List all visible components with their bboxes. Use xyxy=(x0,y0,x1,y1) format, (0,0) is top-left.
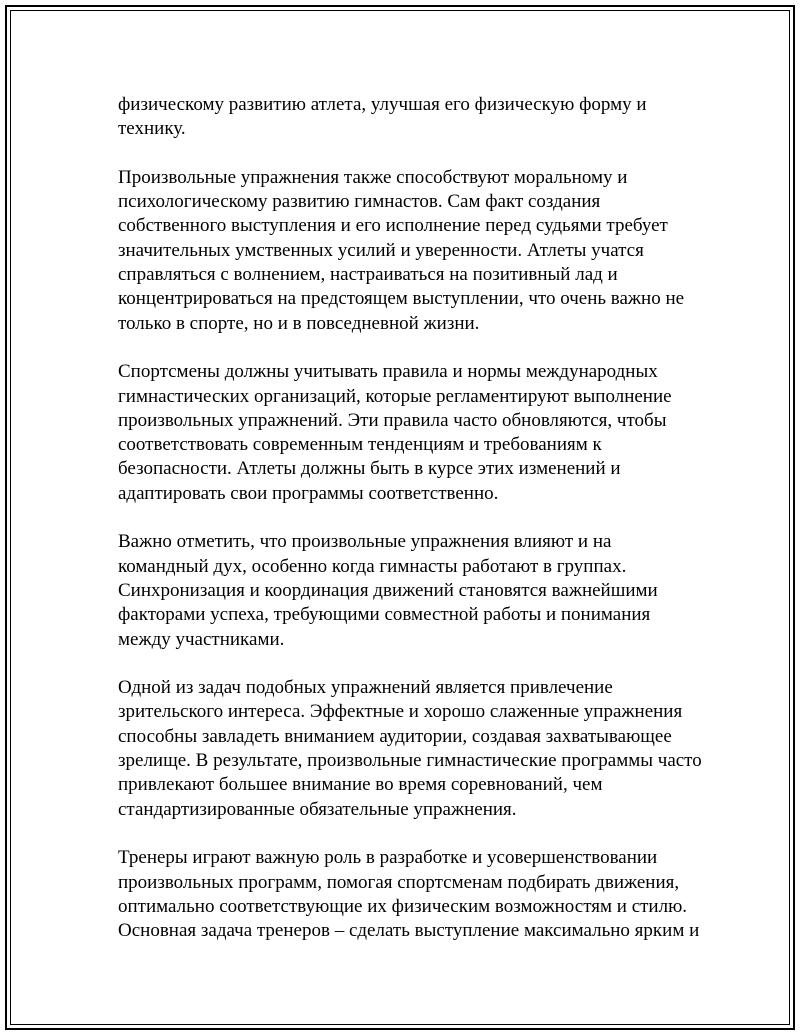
text-line: Тренеры играют важную роль в разработке и усовершенствовании xyxy=(118,847,658,869)
paragraph xyxy=(118,166,698,336)
paragraph xyxy=(118,846,698,943)
document-body xyxy=(118,93,702,968)
text-line: Основная задача тренеров – сделать выступление максимально ярким и xyxy=(118,920,700,942)
text-line: зрительского интереса. Эффектные и хорошо слаженные упражнения xyxy=(118,701,683,723)
text-line: значительных умственных усилий и уверенности. Атлеты учатся xyxy=(118,239,644,261)
text-line: соответствовать современным тенденциям и требованиям к xyxy=(118,434,602,456)
text-line: физическому развитию атлета, улучшая его физическую форму и xyxy=(118,94,647,115)
text-line: произвольных упражнений. Эти правила часто обновляются, чтобы xyxy=(118,409,667,431)
paragraph xyxy=(118,676,702,822)
text-line: факторами успеха, требующими совместной работы и понимания xyxy=(118,604,651,626)
paragraph xyxy=(118,360,698,506)
text-line: произвольных программ, помогая спортсменам подбирать движения, xyxy=(118,871,680,893)
text-line: безопасности. Атлеты должны быть в курсе этих изменений и xyxy=(118,458,621,480)
paragraph xyxy=(118,530,698,651)
text-line: оптимально соответствующие их физическим возможностям и стилю. xyxy=(118,895,688,917)
text-line: способны завладеть вниманием аудитории, создавая захватывающее xyxy=(118,725,672,747)
text-line: справляться с волнением, настраиваться на позитивный лад и xyxy=(118,264,618,286)
text-line: Одной из задач подобных упражнений является привлечение xyxy=(118,677,613,699)
text-line: между участниками. xyxy=(118,628,285,650)
text-line: адаптировать свои программы соответственно. xyxy=(118,482,499,504)
text-line: зрелище. В результате, произвольные гимнастические программы часто xyxy=(118,750,702,772)
text-line: Произвольные упражнения также способствуют моральному и xyxy=(118,166,628,188)
paragraph xyxy=(118,93,698,142)
text-line: психологическому развитию гимнастов. Сам факт создания xyxy=(118,191,601,213)
text-line: привлекают большее внимание во время соревнований, чем xyxy=(118,774,603,796)
text-line: собственного выступления и его исполнение перед судьями требует xyxy=(118,215,668,237)
text-line: Синхронизация и координация движений становятся важнейшими xyxy=(118,579,658,601)
text-line: Важно отметить, что произвольные упражнения влияют и на xyxy=(118,531,612,553)
text-line: только в спорте, но и в повседневной жизни. xyxy=(118,312,480,334)
text-line: Спортсмены должны учитывать правила и нормы международных xyxy=(118,361,658,383)
text-line: концентрироваться на предстоящем выступлении, что очень важно не xyxy=(118,288,685,310)
text-line: гимнастических организаций, которые регламентируют выполнение xyxy=(118,385,672,407)
text-line: командный дух, особенно когда гимнасты работают в группах. xyxy=(118,555,627,577)
text-line: стандартизированные обязательные упражнения. xyxy=(118,798,517,820)
text-line: технику. xyxy=(118,118,186,140)
